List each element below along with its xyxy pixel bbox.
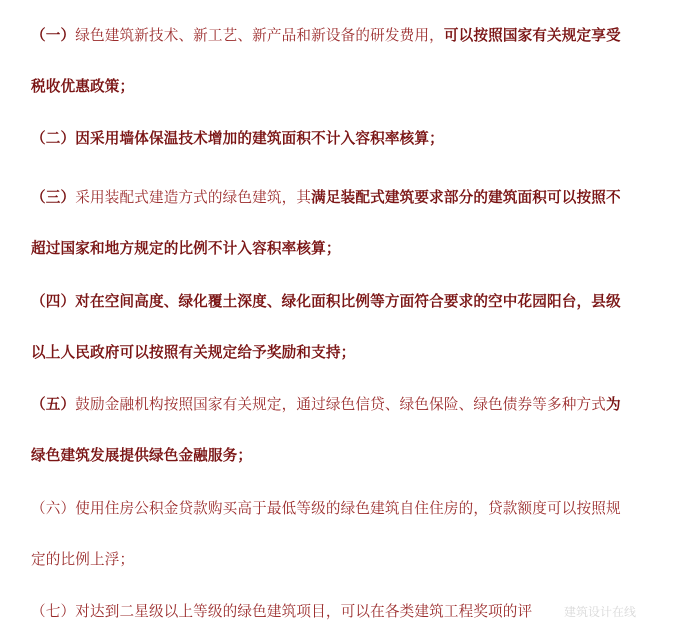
text-run: 以上人民政府可以按照有关规定给予奖励和支持； (31, 344, 356, 361)
paragraph-line (31, 327, 661, 378)
watermark-text: 建筑设计在线 (564, 605, 637, 619)
paragraph-line (31, 113, 661, 164)
text-run: 采用装配式建造方式的绿色建筑，其 (75, 189, 312, 206)
text-run: 满足装配式建筑要求部分的建筑面积可以按照不 (311, 189, 621, 206)
text-run: （四）对在空间高度、绿化覆土深度、绿化面积比例等方面符合要求的空中花园阳台，县级 (31, 293, 621, 310)
paragraph-line (31, 379, 661, 430)
text-run: 绿色建筑新技术、新工艺、新产品和新设备的研发费用， (75, 27, 444, 44)
text-run: 为 (606, 396, 621, 413)
text-run: （一） (31, 27, 76, 44)
paragraph-line (31, 172, 661, 223)
text-run: （六）使用住房公积金贷款购买高于最低等级的绿色建筑自住住房的，贷款额度可以按照规 (31, 500, 621, 517)
paragraph-line (31, 483, 661, 534)
paragraph-line (31, 223, 661, 274)
paragraph-4 (31, 276, 661, 378)
paragraph-line (31, 534, 661, 585)
text-run: （五） (31, 396, 76, 413)
paragraph-2 (31, 113, 661, 164)
paragraph-5 (31, 379, 661, 481)
text-run: 绿色建筑发展提供绿色金融服务； (31, 447, 253, 464)
text-run: 定的比例上浮； (31, 551, 135, 568)
paragraph-3 (31, 172, 661, 274)
text-run: （三） (31, 189, 76, 206)
text-run: 税收优惠政策； (31, 78, 135, 95)
paragraph-6 (31, 483, 661, 585)
text-run: （七）对达到二星级以上等级的绿色建筑项目，可以在各类建筑工程奖项的评 (31, 603, 533, 620)
paragraph-line (31, 276, 661, 327)
paragraph-line (31, 61, 661, 112)
text-run: 超过国家和地方规定的比例不计入容积率核算； (31, 240, 341, 257)
paragraph-line (31, 430, 661, 481)
text-run: （二）因采用墙体保温技术增加的建筑面积不计入容积率核算； (31, 130, 444, 147)
paragraph-1 (31, 10, 661, 112)
text-run: 鼓励金融机构按照国家有关规定，通过绿色信贷、绿色保险、绿色债券等多种方式 (75, 396, 607, 413)
paragraph-line (31, 10, 661, 61)
text-run: 可以按照国家有关规定享受 (443, 27, 621, 44)
